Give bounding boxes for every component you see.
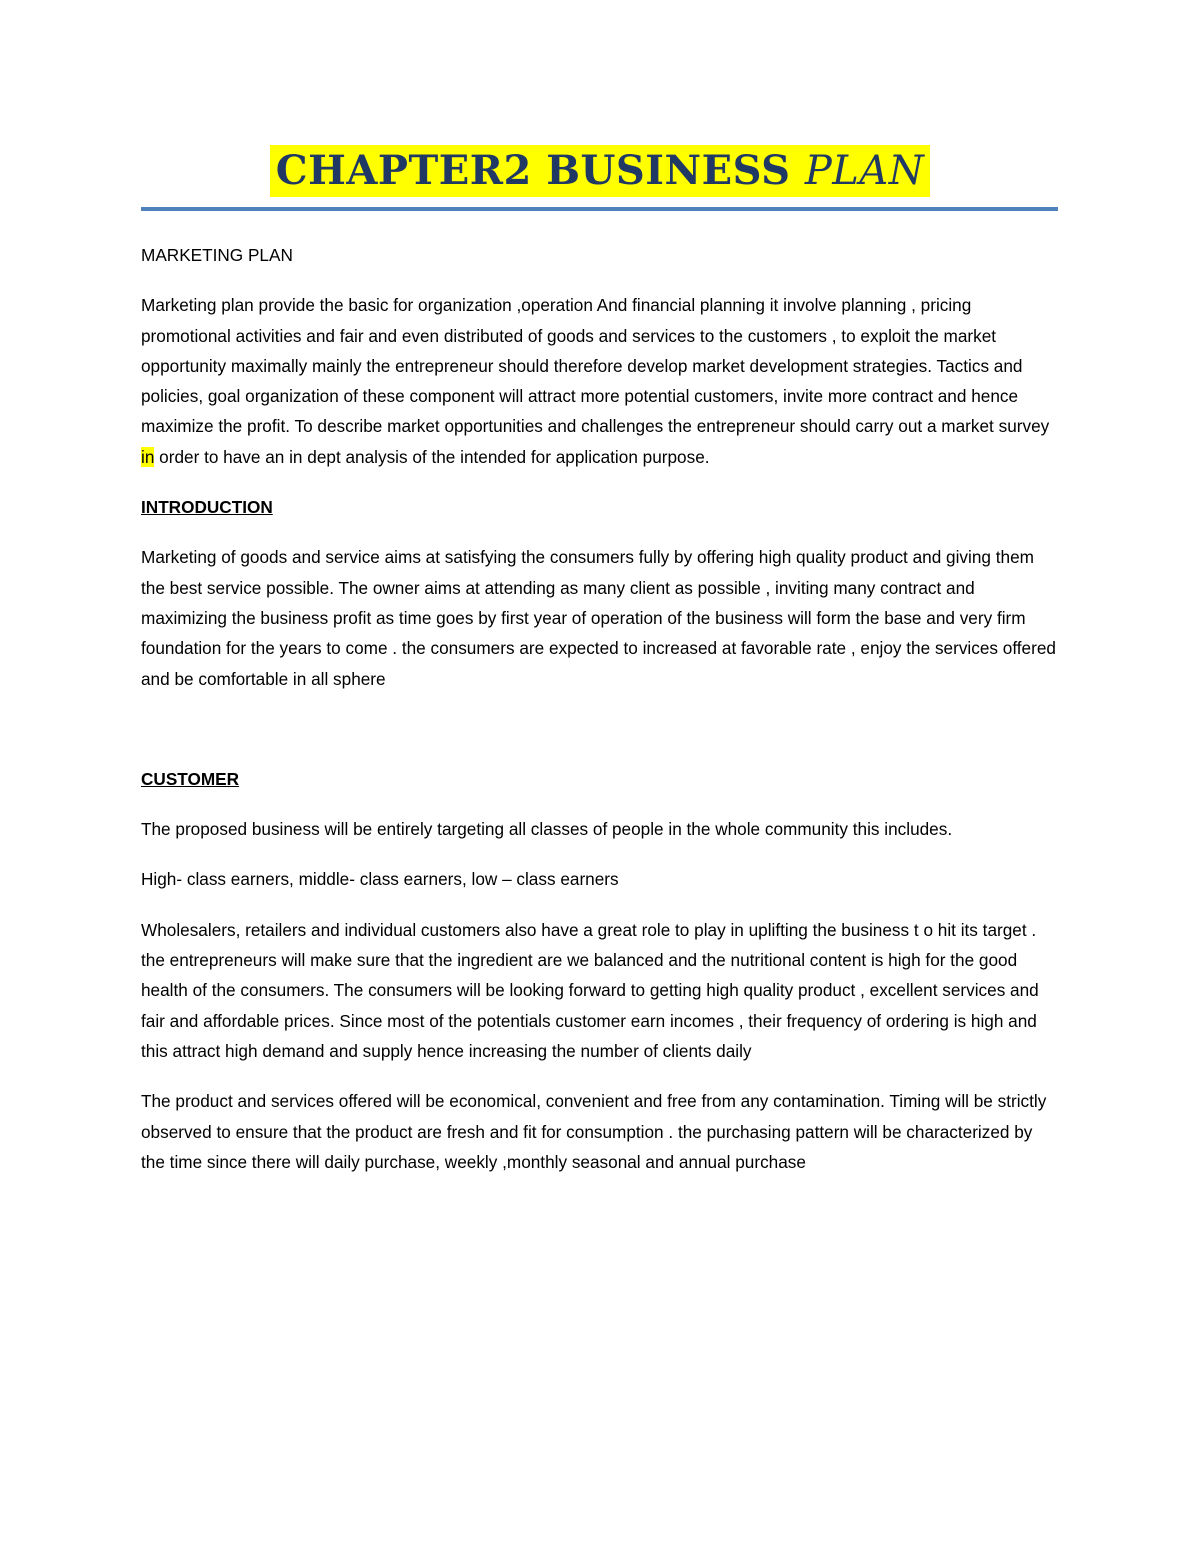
- document-body: [141, 240, 1058, 1197]
- marketing-text-after: order to have an in dept analysis of the intended for application purpose.: [154, 446, 710, 467]
- customer-paragraph-targeting: The proposed business will be entirely targeting all classes of people in the whole community this includes.: [141, 819, 953, 840]
- highlighted-word: in: [141, 446, 155, 467]
- spacer: [141, 714, 1058, 764]
- title-underline-rule: [141, 207, 1058, 211]
- introduction-paragraph: Marketing of goods and service aims at satisfying the consumers fully by offering high quality product and giving them the best service possible. The owner aims at attending as many client as possible , inviting many contract and maximizing the business profit as time goes by first year of operation of the business will form the base and very firm foundation for the years to come . the consumers are expected to increased at favorable rate , enjoy the services offered and be comfortable in all sphere: [141, 547, 1056, 689]
- heading-introduction: INTRODUCTION: [141, 497, 273, 518]
- title-italic-text: PLAN: [804, 148, 925, 194]
- marketing-text-before: Marketing plan provide the basic for organization ,operation And financial planning it involve planning , pricing promotional activities and fair and even distributed of goods and services to the customers , to exploit the market opportunity maximally mainly the entrepreneur should therefore develop market development strategies. Tactics and policies, goal organization of these component will attract more potential customers, invite more contract and hence maximize the profit. To describe market opportunities and challenges the entrepreneur should carry out a market survey: [141, 295, 1050, 437]
- customer-paragraph-products: The product and services offered will be economical, convenient and free from any contamination. Timing will be strictly observed to ensure that the product are fresh and fit for consumption . the purchasing pattern will be characterized by the time since there will daily purchase, weekly ,monthly seasonal and annual purchase: [141, 1091, 1047, 1172]
- title-main-text: CHAPTER2 BUSINESS: [275, 147, 805, 194]
- page-title: [270, 145, 931, 197]
- title-container: [0, 145, 1200, 197]
- customer-paragraph-classes: High- class earners, middle- class earners, low – class earners: [141, 869, 619, 890]
- customer-paragraph-wholesalers: Wholesalers, retailers and individual customers also have a great role to play in uplifting the business t o hit its target . the entrepreneurs will make sure that the ingredient are we balanced and the nutritional content is high for the good health of the consumers. The consumers will be looking forward to getting high quality product , excellent services and fair and affordable prices. Since most of the potentials customer earn incomes , their frequency of ordering is high and this attract high demand and supply hence increasing the number of clients daily: [141, 919, 1039, 1061]
- section-label-marketing-plan: MARKETING PLAN: [141, 245, 293, 265]
- heading-customer: CUSTOMER: [141, 768, 240, 789]
- marketing-plan-paragraph: [141, 290, 1058, 472]
